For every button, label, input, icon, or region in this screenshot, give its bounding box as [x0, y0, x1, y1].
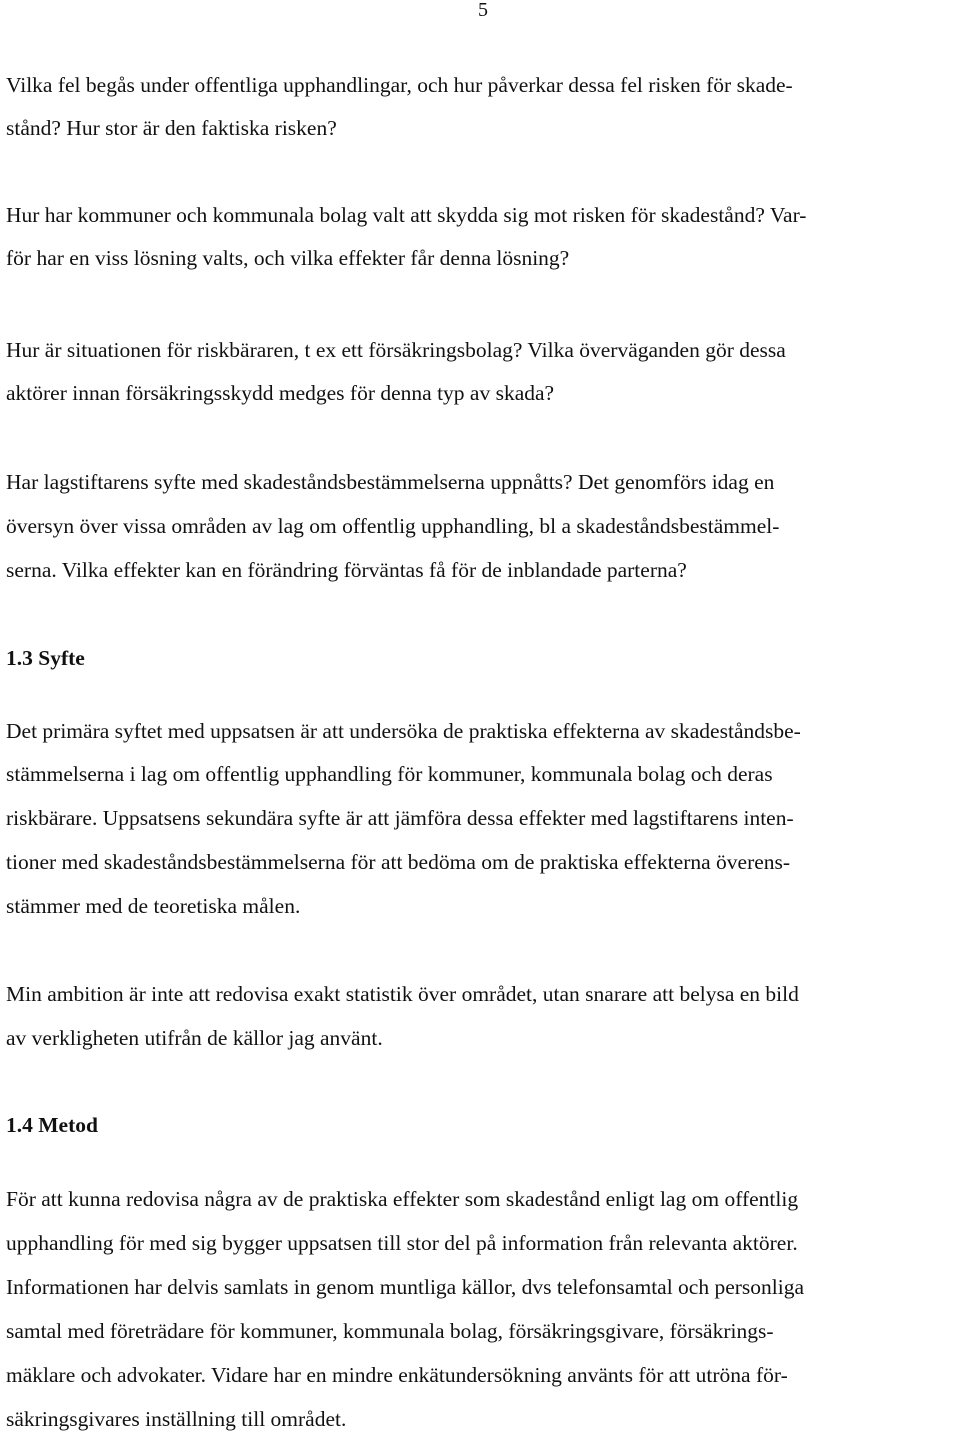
text-line: av verkligheten utifrån de källor jag använt.	[6, 1026, 383, 1050]
text-line: upphandling för med sig bygger uppsatsen till stor del på information från relevanta aktörer.	[6, 1231, 798, 1255]
text-line: stånd? Hur stor är den faktiska risken?	[6, 116, 337, 140]
text-line: Det primära syftet med uppsatsen är att undersöka de praktiska effekterna av skadeståndsbe-	[6, 719, 801, 743]
text-line: Vilka fel begås under offentliga upphandlingar, och hur påverkar dessa fel risken för skade-	[6, 73, 793, 97]
text-line: Informationen har delvis samlats in genom muntliga källor, dvs telefonsamtal och personliga	[6, 1275, 805, 1299]
text-line: mäklare och advokater. Vidare har en mindre enkätundersökning använts för att utröna för-	[6, 1363, 788, 1387]
text-line: serna. Vilka effekter kan en förändring förväntas få för de inblandade parterna?	[6, 558, 687, 582]
section-heading-metod: 1.4 Metod	[6, 1113, 98, 1137]
page-number: 5	[478, 0, 488, 21]
text-line: samtal med företrädare för kommuner, kommunala bolag, försäkringsgivare, försäkrings-	[6, 1319, 774, 1343]
text-line: översyn över vissa områden av lag om offentlig upphandling, bl a skadeståndsbestämmel-	[6, 514, 780, 538]
text-line: Hur har kommuner och kommunala bolag valt att skydda sig mot risken för skadestånd? Var-	[6, 203, 807, 227]
text-line: stämmer med de teoretiska målen.	[6, 894, 301, 918]
text-line: riskbärare. Uppsatsens sekundära syfte är att jämföra dessa effekter med lagstiftarens inten-	[6, 806, 794, 830]
section-heading-syfte: 1.3 Syfte	[6, 646, 85, 670]
text-line: för har en viss lösning valts, och vilka effekter får denna lösning?	[6, 246, 570, 270]
text-line: stämmelserna i lag om offentlig upphandling för kommuner, kommunala bolag och deras	[6, 762, 773, 786]
text-line: Hur är situationen för riskbäraren, t ex ett försäkringsbolag? Vilka överväganden gör dessa	[6, 338, 786, 362]
text-line: säkringsgivares inställning till området.	[6, 1407, 347, 1431]
text-line: För att kunna redovisa några av de praktiska effekter som skadestånd enligt lag om offentlig	[6, 1187, 799, 1211]
text-line: aktörer innan försäkringsskydd medges för denna typ av skada?	[6, 381, 555, 405]
text-line: Min ambition är inte att redovisa exakt statistik över området, utan snarare att belysa en bild	[6, 982, 799, 1006]
text-line: tioner med skadeståndsbestämmelserna för att bedöma om de praktiska effekterna överens-	[6, 850, 791, 874]
text-line: Har lagstiftarens syfte med skadeståndsbestämmelserna uppnåtts? Det genomförs idag en	[6, 470, 775, 494]
